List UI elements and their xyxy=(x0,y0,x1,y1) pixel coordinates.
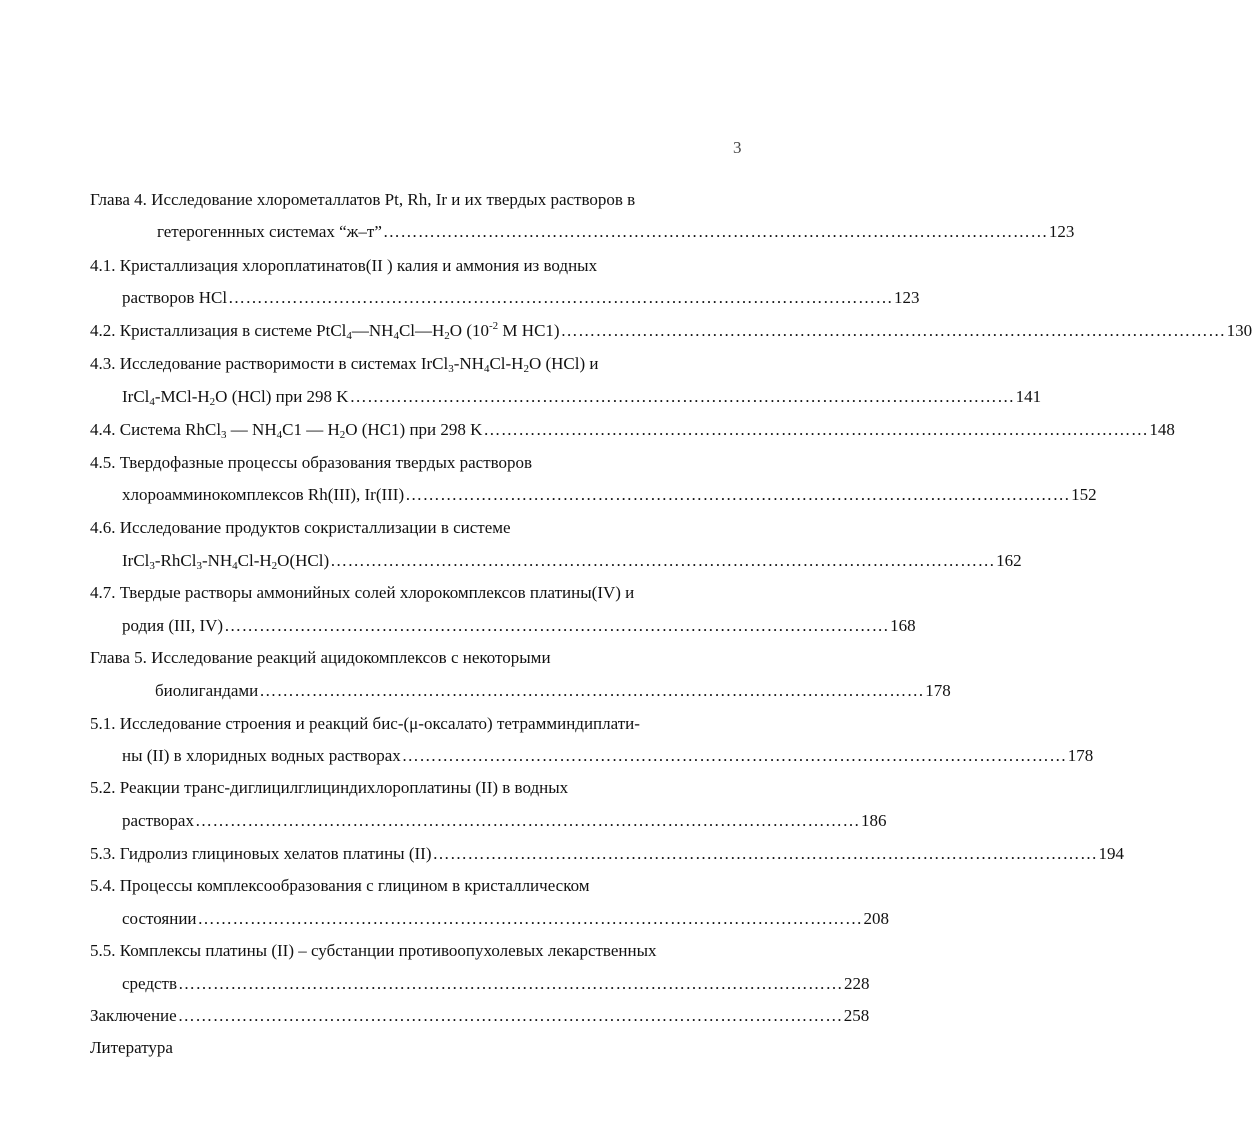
toc-section-5-4-title-cont: состоянии xyxy=(122,909,197,928)
toc-section-4-6-entry xyxy=(122,549,1022,573)
toc-section-4-4-title: 4.4. Система RhCl$_3$ — $NH_4C1$ — $H_2O$ (HC1) при 298 K xyxy=(90,420,483,441)
toc-section-5-3-title: 5.3. Гидролиз глициновых хелатов платины (II) xyxy=(90,844,432,863)
toc-chapter-5-title: Глава 5. Исследование реакций ацидокомплексов с некоторыми xyxy=(90,648,551,667)
toc-section-4-5-title: 4.5. Твердофазные процессы образования твердых растворов xyxy=(90,453,533,472)
leader-dots: …………………………………………………………………………………………………… xyxy=(560,321,1226,340)
leader-dots: …………………………………………………………………………………………………… xyxy=(228,288,894,307)
toc-conclusion-title: Заключение xyxy=(90,1006,177,1025)
toc-section-5-4-entry xyxy=(122,907,890,931)
toc-section-4-3-page: 141 xyxy=(1015,387,1042,406)
toc-section-5-3-entry xyxy=(90,842,1125,866)
toc-section-4-6-title: 4.6. Исследование продуктов сокристаллизации в системе xyxy=(90,518,511,537)
leader-dots: …………………………………………………………………………………………………… xyxy=(483,420,1149,439)
toc-section-5-2-title: 5.2. Реакции транс-диглицилглициндихлороплатины (II) в водных xyxy=(90,778,569,797)
toc-section-4-3-title-cont: $IrCl_4-MCl-H_2O$ (HCl) при 298 K xyxy=(122,387,349,408)
leader-dots: …………………………………………………………………………………………………… xyxy=(349,387,1015,406)
leader-dots: …………………………………………………………………………………………………… xyxy=(224,616,890,635)
toc-chapter-4-entry xyxy=(157,220,1075,244)
toc-chapter-5-page: 178 xyxy=(925,681,951,700)
toc-section-5-4-title: 5.4. Процессы комплексообразования с глицином в кристаллическом xyxy=(90,876,590,895)
toc-section-4-3-title: 4.3. Исследование растворимости в системах $IrCl_3-NH_4Cl-H_2O$ (HCl) и xyxy=(90,354,599,375)
leader-dots: …………………………………………………………………………………………………… xyxy=(178,974,844,993)
leader-dots: …………………………………………………………………………………………………… xyxy=(330,551,996,570)
toc-chapter-4-title: Глава 4. Исследование хлорометаллатов Pt, Rh, Ir и их твердых растворов в xyxy=(90,190,636,209)
toc-section-4-7-title-cont: родия (III, IV) xyxy=(122,616,224,635)
toc-section-5-1-title: 5.1. Исследование строения и реакций бис-(μ-оксалато) тетрамминдиплати- xyxy=(90,714,640,733)
toc-section-4-1-page: 123 xyxy=(894,288,920,307)
toc-section-4-5-entry xyxy=(122,483,1097,507)
toc-section-4-5-title-cont: хлороамминокомплексов Rh(III), Ir(III) xyxy=(122,485,405,504)
toc-section-4-2-entry xyxy=(90,319,1252,343)
toc-section-4-4-entry xyxy=(90,418,1175,442)
toc-section-5-5-title-cont: средств xyxy=(122,974,178,993)
toc-section-4-7-title: 4.7. Твердые растворы аммонийных солей хлорокомплексов платины(IV) и xyxy=(90,583,635,602)
toc-section-4-1-title: 4.1. Кристаллизация хлороплатинатов(II ) калия и аммония из водных xyxy=(90,256,598,275)
toc-section-5-2-title-cont: растворах xyxy=(122,811,194,830)
leader-dots: …………………………………………………………………………………………………… xyxy=(432,844,1098,863)
leader-dots: …………………………………………………………………………………………………… xyxy=(382,222,1048,241)
toc-chapter-4-page: 123 xyxy=(1048,222,1075,241)
toc-section-5-1-title-cont: ны (II) в хлоридных водных растворах xyxy=(122,746,401,765)
toc-chapter-4-title-cont: гетерогеннных системах “ж–т” xyxy=(157,222,382,241)
toc-section-4-1-title-cont: растворов HCl xyxy=(122,288,228,307)
toc-section-4-7-page: 168 xyxy=(890,616,916,635)
toc-chapter-5-title-cont: биолигандами xyxy=(155,681,259,700)
toc-section-5-2-page: 186 xyxy=(860,811,887,830)
toc-section-5-5-entry xyxy=(122,972,870,996)
leader-dots: …………………………………………………………………………………………………… xyxy=(197,909,863,928)
toc-section-4-6-page: 162 xyxy=(996,551,1022,570)
toc-section-5-5-title: 5.5. Комплексы платины (II) – субстанции противоопухолевых лекарственных xyxy=(90,941,657,960)
toc-section-5-5-page: 228 xyxy=(844,974,870,993)
leader-dots: …………………………………………………………………………………………………… xyxy=(194,811,860,830)
toc-references-title: Литература xyxy=(90,1038,173,1057)
toc-section-4-2-page: 130 xyxy=(1226,321,1252,340)
leader-dots: …………………………………………………………………………………………………… xyxy=(405,485,1071,504)
toc-section-4-5-page: 152 xyxy=(1071,485,1097,504)
leader-dots: …………………………………………………………………………………………………… xyxy=(177,1006,843,1025)
toc-conclusion-page: 258 xyxy=(843,1006,870,1025)
toc-section-4-2-title: 4.2. Кристаллизация в системе $PtCl_4—NH_4Cl—H_2O$ ($10^{-2}$ M HC1) xyxy=(90,320,560,342)
leader-dots: …………………………………………………………………………………………………… xyxy=(259,681,925,700)
toc-section-4-1-entry xyxy=(122,286,920,310)
toc-section-5-1-entry xyxy=(122,744,1094,768)
toc-section-5-2-entry xyxy=(122,809,887,833)
toc-section-4-3-entry xyxy=(122,385,1042,409)
page-number: 3 xyxy=(733,138,742,157)
toc-section-4-6-title-cont: $IrCl_3-RhCl_3-NH_4Cl-H_2O(HCl)$ xyxy=(122,551,330,572)
toc-section-4-7-entry xyxy=(122,614,916,638)
toc-section-5-4-page: 208 xyxy=(863,909,890,928)
toc-section-5-1-page: 178 xyxy=(1067,746,1094,765)
leader-dots: …………………………………………………………………………………………………… xyxy=(401,746,1067,765)
toc-section-4-4-page: 148 xyxy=(1149,420,1175,439)
toc-chapter-5-entry xyxy=(155,679,951,703)
toc-conclusion-entry xyxy=(90,1004,870,1028)
toc-section-5-3-page: 194 xyxy=(1098,844,1125,863)
